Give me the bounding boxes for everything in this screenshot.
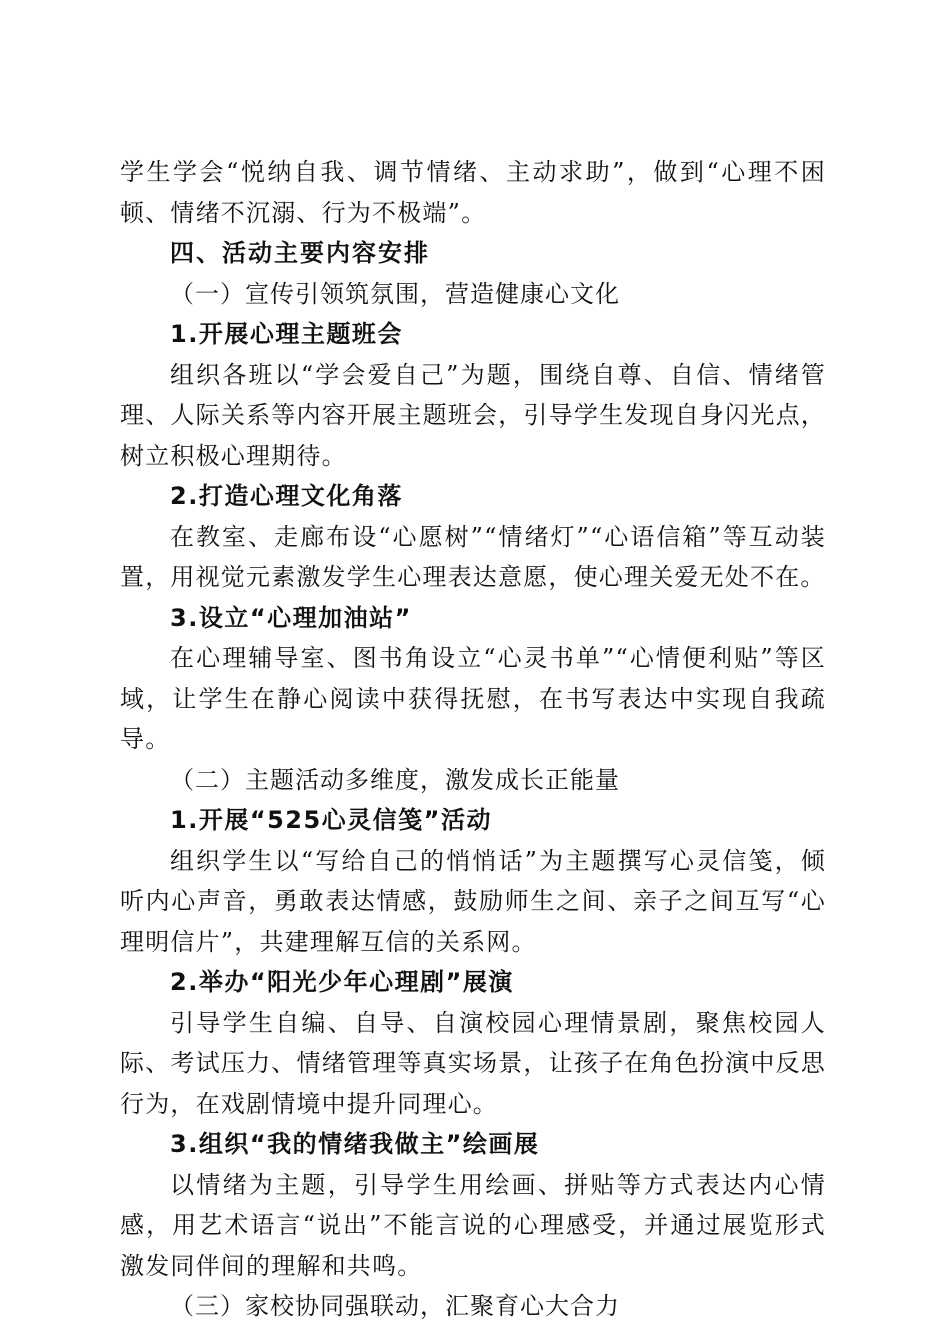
item-heading-refuel-station: 3.设立“心理加油站” [170, 603, 412, 632]
subsection-heading-two: （二）主题活动多维度，激发成长正能量 [170, 765, 620, 794]
item-heading-class-meeting: 1.开展心理主题班会 [170, 320, 403, 348]
paragraph-letters: 组织学生以“写给自己的悄悄话”为主题撰写心灵信笺，倾听内心声音，勇敢表达情感，鼓励师生之间、亲子之间互写“心理明信片”，共建理解互信的关系网。 [120, 846, 826, 956]
item-heading-culture-corner: 2.打造心理文化角落 [170, 482, 403, 510]
subsection-heading-one: （一）宣传引领筑氛围，营造健康心文化 [170, 279, 620, 308]
paragraph-continuation: 学生学会“悦纳自我、调节情绪、主动求助”，做到“心理不困顿、情绪不沉溺、行为不极端”。 [120, 158, 826, 227]
paragraph-class-meeting: 组织各班以“学会爱自己”为题，围绕自尊、自信、情绪管理、人际关系等内容开展主题班会，引导学生发现自身闪光点，树立积极心理期待。 [120, 360, 826, 470]
paragraph-refuel-station: 在心理辅导室、图书角设立“心灵书单”“心情便利贴”等区域，让学生在静心阅读中获得抚慰，在书写表达中实现自我疏导。 [120, 644, 826, 753]
item-heading-drama: 2.举办“阳光少年心理剧”展演 [170, 968, 514, 996]
paragraph-painting: 以情绪为主题，引导学生用绘画、拼贴等方式表达内心情感，用艺术语言“说出”不能言说的心理感受，并通过展览形式激发同伴间的理解和共鸣。 [120, 1170, 826, 1280]
paragraph-culture-corner: 在教室、走廊布设“心愿树”“情绪灯”“心语信箱”等互动装置，用视觉元素激发学生心理表达意愿，使心理关爱无处不在。 [120, 522, 826, 591]
subsection-heading-three: （三）家校协同强联动，汇聚育心大合力 [170, 1292, 620, 1320]
section-heading-four: 四、活动主要内容安排 [170, 239, 430, 267]
item-heading-letters: 1.开展“525心灵信笺”活动 [170, 806, 492, 834]
paragraph-drama: 引导学生自编、自导、自演校园心理情景剧，聚焦校园人际、考试压力、情绪管理等真实场景，让孩子在角色扮演中反思行为，在戏剧情境中提升同理心。 [120, 1008, 826, 1118]
document-body [120, 152, 826, 1327]
item-heading-painting: 3.组织“我的情绪我做主”绘画展 [170, 1130, 540, 1158]
